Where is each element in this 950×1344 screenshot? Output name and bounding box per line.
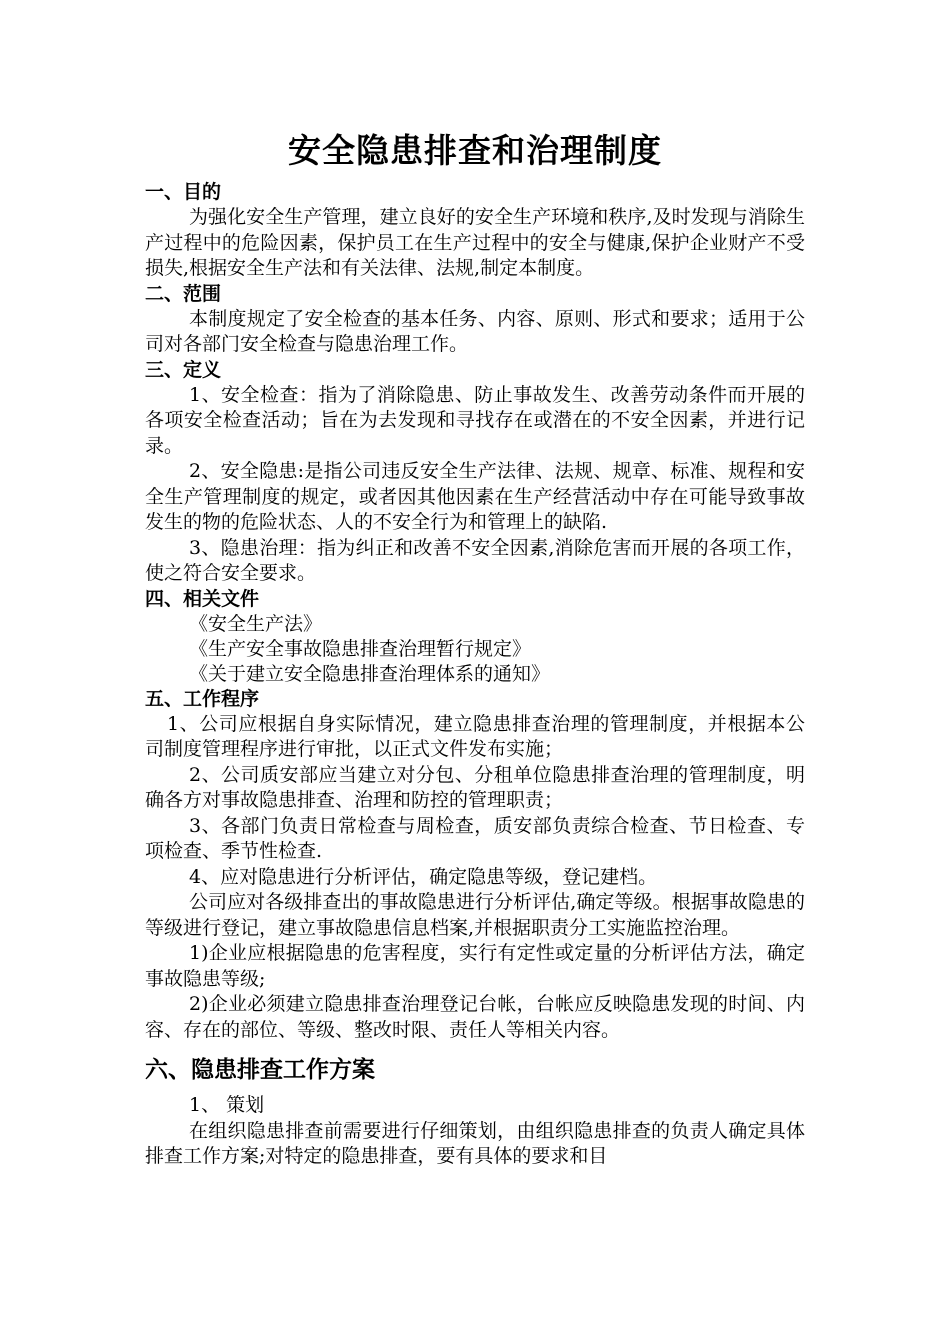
paragraph: 2、安全隐患:是指公司违反安全生产法律、法规、规章、标准、规程和安全生产管理制度的规定，或者因其他因素在生产经营活动中存在可能导致事故发生的物的危险状态、人的不安全行为和管理上的缺陷. <box>145 460 805 533</box>
paragraph: 4、应对隐患进行分析评估，确定隐患等级，登记建档。 <box>189 865 658 888</box>
paragraph: 2)企业必须建立隐患排查治理登记台帐，台帐应反映隐患发现的时间、内容、存在的部位、等级、整改时限、责任人等相关内容。 <box>145 993 805 1041</box>
reference-item: 《关于建立安全隐患排查治理体系的通知》 <box>189 662 551 685</box>
document-title: 安全隐患排查和治理制度 <box>288 131 662 170</box>
reference-item: 《生产安全事故隐患排查治理暂行规定》 <box>189 637 532 660</box>
paragraph: 3、隐患治理：指为纠正和改善不安全因素,消除危害而开展的各项工作，使之符合安全要求。 <box>145 536 805 584</box>
section-heading-inspection-plan: 六、隐患排查工作方案 <box>145 1057 375 1083</box>
paragraph: 2、公司质安部应当建立对分包、分租单位隐患排查治理的管理制度，明确各方对事故隐患排查、治理和防控的管理职责； <box>145 763 805 811</box>
paragraph: 3、各部门负责日常检查与周检查，质安部负责综合检查、节日检查、专项检查、季节性检查. <box>145 814 805 862</box>
paragraph: 为强化安全生产管理，建立良好的安全生产环境和秩序,及时发现与消除生产过程中的危险因素，保护员工在生产过程中的安全与健康,保护企业财产不受损失,根据安全生产法和有关法律、法规,制定本制度。 <box>145 206 805 279</box>
section-heading-definitions: 三、定义 <box>145 358 222 381</box>
section-heading-purpose: 一、目的 <box>145 181 222 203</box>
reference-item: 《安全生产法》 <box>189 612 323 635</box>
section-heading-procedure: 五、工作程序 <box>145 687 260 710</box>
paragraph: 公司应对各级排查出的事故隐患进行分析评估,确定等级。根据事故隐患的等级进行登记，建立事故隐患信息档案,并根据职责分工实施监控治理。 <box>145 891 805 939</box>
paragraph: 1、公司应根据自身实际情况，建立隐患排查治理的管理制度，并根据本公司制度管理程序进行审批，以正式文件发布实施； <box>145 712 805 760</box>
section-heading-related-documents: 四、相关文件 <box>145 587 260 610</box>
section-heading-scope: 二、范围 <box>145 282 222 305</box>
paragraph: 本制度规定了安全检查的基本任务、内容、原则、形式和要求；适用于公司对各部门安全检查与隐患治理工作。 <box>145 307 805 355</box>
paragraph: 1、 策划 <box>189 1094 265 1116</box>
paragraph: 1、安全检查：指为了消除隐患、防止事故发生、改善劳动条件而开展的各项安全检查活动；旨在为去发现和寻找存在或潜在的不安全因素，并进行记录。 <box>145 383 805 457</box>
paragraph: 1)企业应根据隐患的危害程度，实行有定性或定量的分析评估方法，确定事故隐患等级; <box>145 942 805 990</box>
document-page <box>145 122 805 1170</box>
paragraph: 在组织隐患排查前需要进行仔细策划，由组织隐患排查的负责人确定具体排查工作方案;对特定的隐患排查，要有具体的要求和目 <box>145 1119 805 1167</box>
